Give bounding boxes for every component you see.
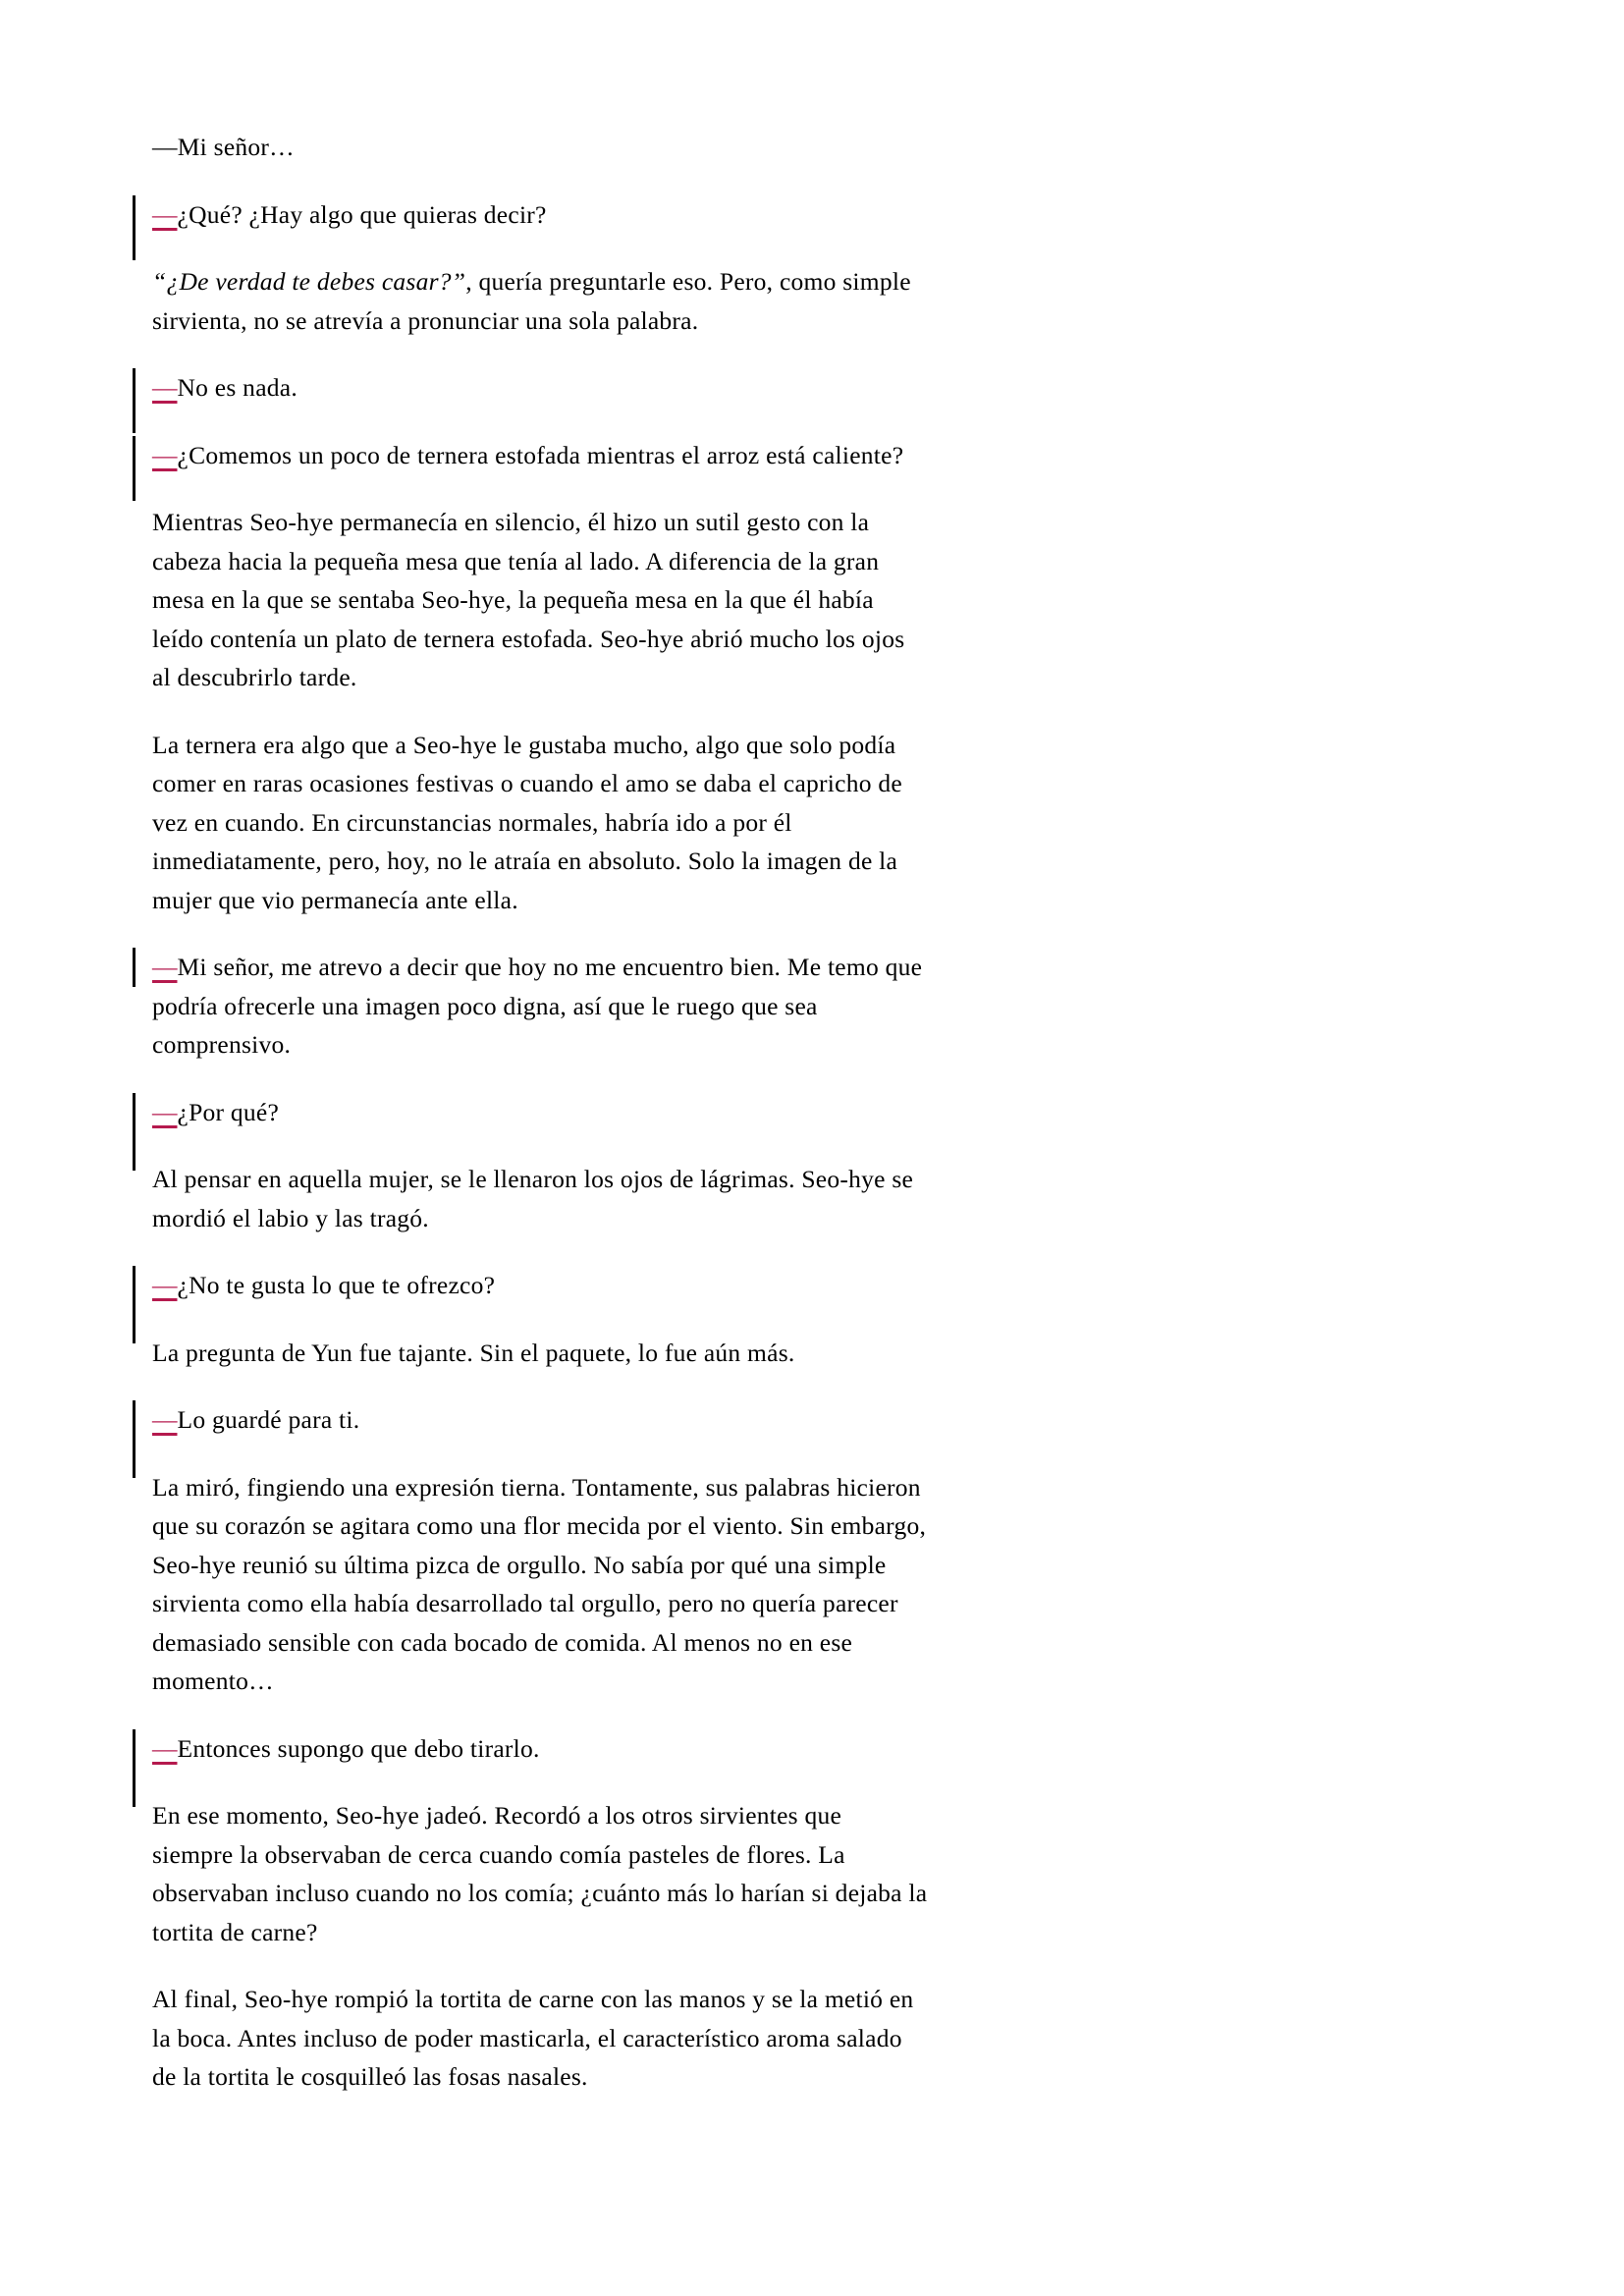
paragraph-text: Entonces supongo que debo tirarlo. xyxy=(177,1733,540,1763)
paragraph-text: Lo guardé para ti. xyxy=(177,1405,360,1434)
change-bar xyxy=(133,195,135,260)
document-body xyxy=(152,128,928,2097)
paragraph-text: ¿Qué? ¿Hay algo que quieras decir? xyxy=(177,199,547,229)
revision-dash: — xyxy=(152,1733,178,1763)
italic-quote: “¿De verdad te debes casar?” xyxy=(152,267,466,296)
change-bar xyxy=(133,1400,135,1478)
change-bar xyxy=(133,436,135,501)
revision-dash: — xyxy=(152,373,178,402)
paragraph-dialogue xyxy=(152,1266,928,1305)
paragraph-text: Mientras Seo-hye permanecía en silencio, él hizo un sutil gesto con la cabeza hacia la pequeña mesa que tenía al lado. A diferencia de la gran mesa en la que se sentaba Seo-hye, la pequeña mesa en la que él había leído contenía un plato de ternera estofada. Seo-hye abrió mucho los ojos al descubrirlo tarde. xyxy=(152,508,905,691)
paragraph-dialogue xyxy=(152,1093,928,1132)
paragraph-dialogue xyxy=(152,436,928,475)
paragraph-narrative xyxy=(152,1796,928,1951)
paragraph-text: Al final, Seo-hye rompió la tortita de carne con las manos y se la metió en la boca. Antes incluso de poder masticarla, el característico aroma salado de la tortita le cosquilleó las fosas nasales. xyxy=(152,1985,914,2091)
revision-dash: — xyxy=(152,199,178,229)
revision-dash: — xyxy=(152,1097,178,1126)
change-bar xyxy=(133,1093,135,1171)
paragraph-text: —Mi señor… xyxy=(152,133,295,161)
paragraph-text: En ese momento, Seo-hye jadeó. Recordó a los otros sirvientes que siempre la observaban de cerca cuando comía pasteles de flores. La observaban incluso cuando no los comía; ¿cuánto más lo harían si dejaba la tortita de carne? xyxy=(152,1801,928,1946)
change-bar xyxy=(133,948,135,987)
paragraph-narrative xyxy=(152,1468,928,1701)
paragraph-dialogue xyxy=(152,1729,928,1769)
paragraph-narrative xyxy=(152,262,928,340)
paragraph-text: Mi señor, me atrevo a decir que hoy no me encuentro bien. Me temo que podría ofrecerle una imagen poco digna, así que le ruego que sea comprensivo. xyxy=(152,953,923,1059)
paragraph-text: La ternera era algo que a Seo-hye le gustaba mucho, algo que solo podía comer en raras ocasiones festivas o cuando el amo se daba el capricho de vez en cuando. En circunstancias normales, habría ido a por él inmediatamente, pero, hoy, no le atraía en absoluto. Solo la imagen de la mujer que vio permanecía ante ella. xyxy=(152,730,902,914)
paragraph-narrative xyxy=(152,726,928,920)
paragraph-text: ¿Comemos un poco de ternera estofada mientras el arroz está caliente? xyxy=(177,440,904,469)
paragraph-text: , quería preguntarle eso. Pero, como simple sirvienta, no se atrevía a pronunciar una sola palabra. xyxy=(152,267,911,335)
paragraph-text: ¿Por qué? xyxy=(177,1097,280,1126)
change-bar xyxy=(133,1729,135,1807)
paragraph-narrative xyxy=(152,1980,928,2097)
paragraph-dialogue xyxy=(152,1400,928,1440)
paragraph-text: La pregunta de Yun fue tajante. Sin el paquete, lo fue aún más. xyxy=(152,1338,795,1367)
change-bar xyxy=(133,368,135,433)
paragraph-dialogue xyxy=(152,195,928,235)
paragraph-narrative xyxy=(152,1160,928,1237)
revision-dash: — xyxy=(152,953,178,981)
revision-dash: — xyxy=(152,1271,178,1299)
paragraph-dialogue xyxy=(152,128,928,167)
paragraph-text: La miró, fingiendo una expresión tierna. Tontamente, sus palabras hicieron que su corazón se agitara como una flor mecida por el viento. Sin embargo, Seo-hye reunió su última pizca de orgullo. No sabía por qué una simple sirvienta como ella había desarrollado tal orgullo, pero no quería parecer demasiado sensible con cada bocado de comida. Al menos no en ese momento… xyxy=(152,1472,927,1695)
paragraph-text: ¿No te gusta lo que te ofrezco? xyxy=(177,1271,496,1299)
change-bar xyxy=(133,1266,135,1343)
paragraph-text: No es nada. xyxy=(177,373,298,402)
paragraph-text: Al pensar en aquella mujer, se le llenaron los ojos de lágrimas. Seo-hye se mordió el labio y las tragó. xyxy=(152,1165,914,1232)
paragraph-dialogue xyxy=(152,948,928,1065)
paragraph-dialogue xyxy=(152,368,928,408)
revision-dash: — xyxy=(152,440,178,469)
revision-dash: — xyxy=(152,1405,178,1434)
paragraph-narrative xyxy=(152,503,928,697)
paragraph-narrative xyxy=(152,1334,928,1373)
